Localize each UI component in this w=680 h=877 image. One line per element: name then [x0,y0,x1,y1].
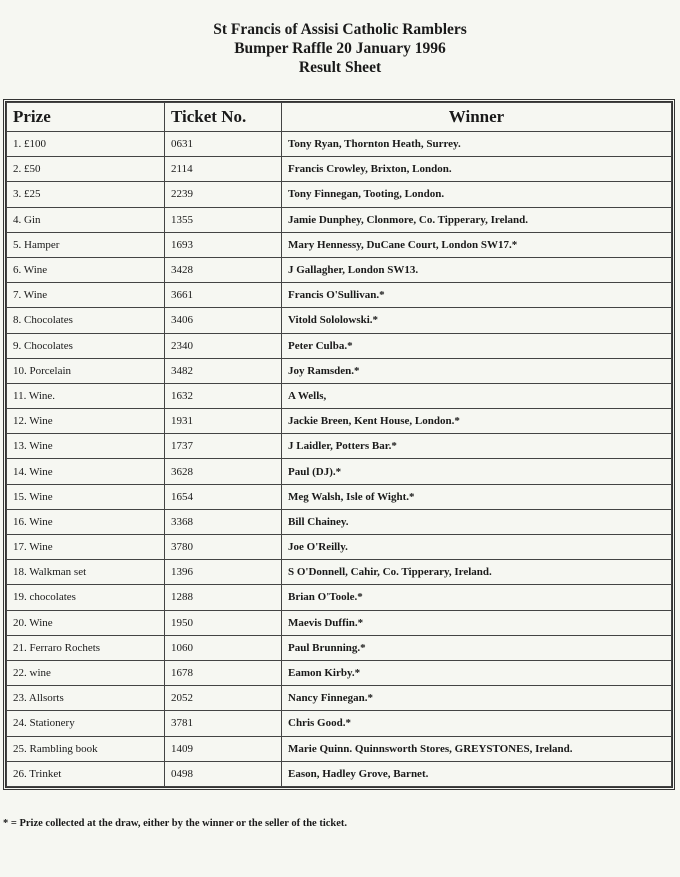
prize-cell: 24. Stationery [7,711,165,736]
prize-cell: 20. Wine [7,610,165,635]
winner-cell: Paul Brunning.* [282,635,672,660]
ticket-cell: 1396 [165,560,282,585]
table-row [7,232,672,257]
prize-cell: 13. Wine [7,434,165,459]
ticket-cell: 1950 [165,610,282,635]
prize-cell: 1. £100 [7,132,165,157]
prize-cell: 14. Wine [7,459,165,484]
table-body [7,132,672,787]
footnote: * = Prize collected at the draw, either by the winner or the seller of the ticket. [3,818,348,829]
table-row [7,207,672,232]
ticket-cell: 3781 [165,711,282,736]
column-header-prize: Prize [7,103,165,132]
ticket-cell: 3628 [165,459,282,484]
prize-cell: 3. £25 [7,182,165,207]
ticket-cell: 1678 [165,660,282,685]
table-row [7,182,672,207]
ticket-cell: 3368 [165,509,282,534]
table-row [7,560,672,585]
ticket-cell: 3482 [165,358,282,383]
table-row [7,585,672,610]
results-table-frame [3,99,675,790]
table-row [7,283,672,308]
winner-cell: Francis O'Sullivan.* [282,283,672,308]
ticket-cell: 1931 [165,409,282,434]
column-header-winner: Winner [282,103,672,132]
winner-cell: Eamon Kirby.* [282,660,672,685]
ticket-cell: 2239 [165,182,282,207]
ticket-cell: 2052 [165,686,282,711]
prize-cell: 16. Wine [7,509,165,534]
ticket-cell: 2340 [165,333,282,358]
winner-cell: Marie Quinn. Quinnsworth Stores, GREYSTONES, Ireland. [282,736,672,761]
ticket-cell: 2114 [165,157,282,182]
results-table [6,102,672,787]
table-row [7,358,672,383]
ticket-cell: 1693 [165,232,282,257]
prize-cell: 17. Wine [7,535,165,560]
winner-cell: Tony Ryan, Thornton Heath, Surrey. [282,132,672,157]
winner-cell: Eason, Hadley Grove, Barnet. [282,761,672,786]
table-row [7,660,672,685]
ticket-cell: 3406 [165,308,282,333]
table-row [7,308,672,333]
winner-cell: Nancy Finnegan.* [282,686,672,711]
winner-cell: Peter Culba.* [282,333,672,358]
table-row [7,509,672,534]
table-row [7,409,672,434]
ticket-cell: 1737 [165,434,282,459]
winner-cell: Joy Ramsden.* [282,358,672,383]
winner-cell: Francis Crowley, Brixton, London. [282,157,672,182]
ticket-cell: 0631 [165,132,282,157]
table-row [7,610,672,635]
prize-cell: 15. Wine [7,484,165,509]
winner-cell: Joe O'Reilly. [282,535,672,560]
prize-cell: 25. Rambling book [7,736,165,761]
winner-cell: Vitold Sololowski.* [282,308,672,333]
table-row [7,711,672,736]
prize-cell: 2. £50 [7,157,165,182]
table-row [7,459,672,484]
winner-cell: Mary Hennessy, DuCane Court, London SW17.* [282,232,672,257]
winner-cell: Meg Walsh, Isle of Wight.* [282,484,672,509]
ticket-cell: 1355 [165,207,282,232]
page-title [0,20,680,77]
ticket-cell: 1288 [165,585,282,610]
ticket-cell: 0498 [165,761,282,786]
winner-cell: A Wells, [282,383,672,408]
ticket-cell: 3428 [165,257,282,282]
prize-cell: 5. Hamper [7,232,165,257]
prize-cell: 26. Trinket [7,761,165,786]
winner-cell: Brian O'Toole.* [282,585,672,610]
winner-cell: Maevis Duffin.* [282,610,672,635]
ticket-cell: 3780 [165,535,282,560]
prize-cell: 11. Wine. [7,383,165,408]
winner-cell: Chris Good.* [282,711,672,736]
prize-cell: 7. Wine [7,283,165,308]
table-row [7,484,672,509]
ticket-cell: 1060 [165,635,282,660]
table-row [7,333,672,358]
ticket-cell: 1654 [165,484,282,509]
ticket-cell: 3661 [165,283,282,308]
table-header-row [7,103,672,132]
winner-cell: S O'Donnell, Cahir, Co. Tipperary, Ireland. [282,560,672,585]
winner-cell: Jamie Dunphey, Clonmore, Co. Tipperary, Ireland. [282,207,672,232]
table-row [7,761,672,786]
winner-cell: Jackie Breen, Kent House, London.* [282,409,672,434]
prize-cell: 10. Porcelain [7,358,165,383]
winner-cell: J Laidler, Potters Bar.* [282,434,672,459]
prize-cell: 18. Walkman set [7,560,165,585]
winner-cell: J Gallagher, London SW13. [282,257,672,282]
title-line-organisation: St Francis of Assisi Catholic Ramblers [213,21,467,38]
prize-cell: 22. wine [7,660,165,685]
winner-cell: Tony Finnegan, Tooting, London. [282,182,672,207]
ticket-cell: 1632 [165,383,282,408]
table-row [7,635,672,660]
table-row [7,383,672,408]
table-row [7,157,672,182]
ticket-cell: 1409 [165,736,282,761]
prize-cell: 6. Wine [7,257,165,282]
prize-cell: 12. Wine [7,409,165,434]
table-row [7,257,672,282]
title-line-sheet: Result Sheet [298,59,382,76]
table-row [7,686,672,711]
prize-cell: 9. Chocolates [7,333,165,358]
table-row [7,434,672,459]
winner-cell: Paul (DJ).* [282,459,672,484]
title-line-event: Bumper Raffle 20 January 1996 [234,40,446,57]
table-row [7,535,672,560]
prize-cell: 8. Chocolates [7,308,165,333]
winner-cell: Bill Chainey. [282,509,672,534]
column-header-ticket: Ticket No. [165,103,282,132]
table-row [7,132,672,157]
prize-cell: 23. Allsorts [7,686,165,711]
prize-cell: 4. Gin [7,207,165,232]
table-row [7,736,672,761]
prize-cell: 21. Ferraro Rochets [7,635,165,660]
prize-cell: 19. chocolates [7,585,165,610]
